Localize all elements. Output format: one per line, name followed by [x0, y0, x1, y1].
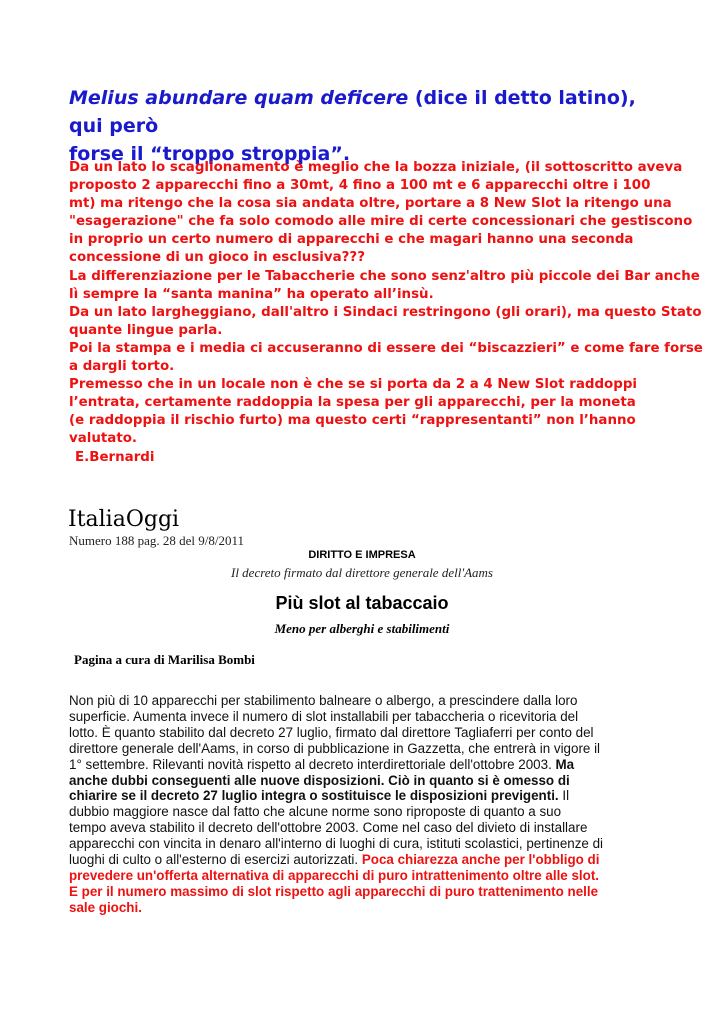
- comment-line: valutato.: [69, 431, 138, 447]
- body-bold-text: Ma: [555, 756, 575, 772]
- comment-line: l’entrata, certamente raddoppia la spesa per gli apparecchi, per la moneta: [69, 395, 636, 411]
- comment-line: La differenziazione per le Tabaccherie che sono senz'altro più piccole dei Bar anche: [69, 268, 700, 284]
- comment-line: concessione di un gioco in esclusiva???: [69, 250, 365, 266]
- body-line-bold: anche dubbi conseguenti alle nuove disposizioni. Ciò in quanto si è omesso di: [69, 772, 570, 788]
- comment-line: a dargli torto.: [69, 359, 175, 375]
- body-bold-text: chiarire se il decreto 27 luglio integra o sostituisce le disposizioni previgenti.: [69, 788, 559, 804]
- comment-line: quante lingue parla.: [69, 322, 223, 338]
- comment-line: Poi la stampa e i media ci accuseranno di essere dei “biscazzieri” e come fare forse: [69, 340, 703, 356]
- headline-line2: forse il “troppo stroppia”.: [69, 143, 351, 165]
- headline: [69, 84, 669, 168]
- comment-line: "esagerazione" che fa solo comodo alle mire di certe concessionari che gestiscono: [69, 214, 693, 230]
- headline-line1-rest: (dice il detto latino), qui però: [69, 87, 636, 137]
- body-text: 1° settembre. Rilevanti novità rispetto al decreto interdirettoriale dell'ottobre 2003.: [69, 756, 556, 772]
- comment-line: in proprio un certo numero di apparecchi e che magari hanno una seconda: [69, 232, 634, 248]
- body-text: Il: [558, 788, 570, 804]
- article-byline: Pagina a cura di Marilisa Bombi: [74, 652, 255, 667]
- body-line: direttore generale dell'Aams, in corso di pubblicazione in Gazzetta, che entrerà in vigore il: [69, 740, 601, 756]
- section-label: DIRITTO E IMPRESA: [308, 549, 416, 561]
- body-text: luoghi di culto o all'esterno di esercizi autorizzati.: [69, 852, 362, 868]
- body-line-highlight: E per il numero massimo di slot rispetto agli apparecchi di puro trattenimento nelle: [69, 883, 599, 899]
- body-highlight-text: Poca chiarezza anche per l'obbligo di: [361, 852, 600, 868]
- comment-line: mt) ma ritengo che la cosa sia andata oltre, portare a 8 New Slot la ritengo una: [69, 196, 672, 212]
- issue-info: Numero 188 pag. 28 del 9/8/2011: [69, 533, 244, 548]
- article-subtitle: Meno per alberghi e stabilimenti: [274, 621, 450, 636]
- comment-line: lì sempre la “santa manina” ha operato all’insù.: [69, 286, 434, 302]
- article-kicker: Il decreto firmato dal direttore generale dell'Aams: [230, 565, 493, 580]
- article-title: Più slot al tabaccaio: [275, 593, 449, 613]
- comment-line: (e raddoppia il rischio furto) ma questo certi “rappresentanti” non l’hanno: [69, 413, 636, 429]
- body-line: apparecchi con vincita in denaro all'interno di luoghi di cura, istituti scolastici, pertinenze di: [69, 836, 604, 852]
- body-line: superficie. Aumenta invece il numero di slot installabili per tabaccheria o ricevitoria del: [69, 708, 579, 724]
- body-line: tempo aveva stabilito il decreto dell'ottobre 2003. Come nel caso del divieto di installare: [69, 820, 588, 836]
- headline-latin-phrase: Melius abundare quam deficere: [69, 87, 409, 109]
- body-line-highlight: sale giochi.: [69, 899, 142, 915]
- comment-line: Premesso che in un locale non è che se si porta da 2 a 4 New Slot raddoppi: [69, 377, 637, 393]
- body-line: dubbio maggiore nasce dal fatto che alcune norme sono riproposte di quanto a suo: [69, 804, 562, 820]
- body-line: lotto. È quanto stabilito dal decreto 27 luglio, firmato dal direttore Tagliaferri per conto del: [69, 724, 594, 740]
- body-line: [69, 788, 669, 804]
- comment-line: Da un lato lo scaglionamento è meglio che la bozza iniziale, (il sottoscritto aveva: [69, 160, 683, 175]
- body-line: [69, 852, 669, 868]
- editorial-comment: [69, 159, 703, 467]
- body-line: [69, 757, 669, 773]
- comment-signature: E.Bernardi: [75, 449, 155, 465]
- comment-line: Da un lato largheggiano, dall'altro i Sindaci restringono (gli orari), ma questo Stato: [69, 304, 702, 320]
- article-body: [69, 693, 669, 916]
- comment-line: proposto 2 apparecchi fino a 30mt, 4 fino a 100 mt e 6 apparecchi oltre i 100: [69, 178, 651, 194]
- newspaper-masthead: ItaliaOggi: [68, 507, 180, 532]
- body-line-highlight: prevedere un'offerta alternativa di apparecchi di puro intrattenimento oltre alle slot.: [69, 867, 600, 883]
- body-line: Non più di 10 apparecchi per stabilimento balneare o albergo, a prescindere dalla loro: [69, 693, 578, 708]
